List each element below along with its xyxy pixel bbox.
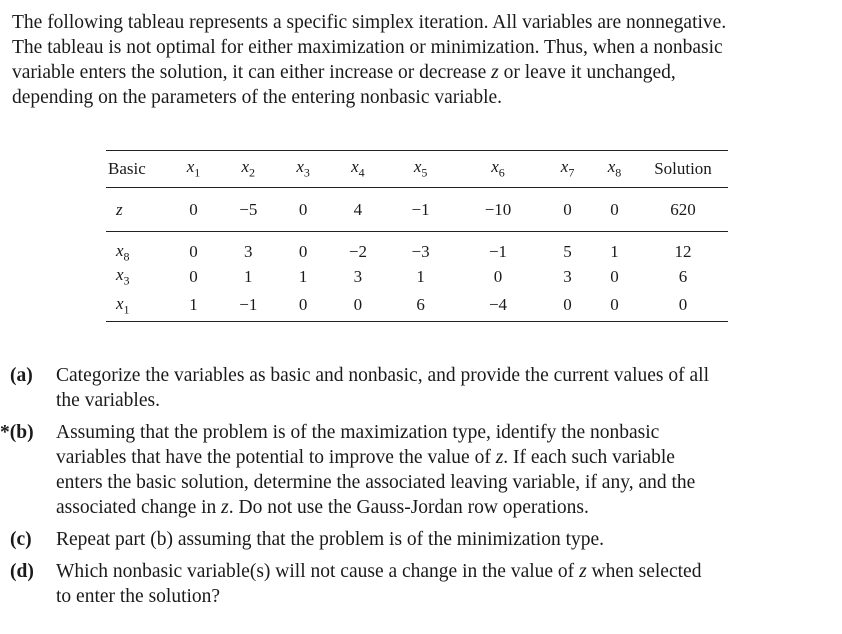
z-cell: 0 xyxy=(189,199,198,219)
table-cell: 0 xyxy=(610,267,619,286)
table-cell: −3 xyxy=(411,242,430,262)
z-row-basic: z xyxy=(116,199,123,219)
table-cell: 3 xyxy=(353,267,363,286)
table-cell: −2 xyxy=(348,242,367,262)
row-basic: $x_8$ xyxy=(116,240,130,263)
table-cell: 5 xyxy=(563,242,572,262)
part-c-label: (c) xyxy=(10,529,32,550)
intro-line-4: depending on the parameters of the entering nonbasic variable. xyxy=(12,87,503,108)
table-cell: 0 xyxy=(610,295,619,315)
part-d-label: (d) xyxy=(10,561,34,582)
table-cell: 0 xyxy=(298,295,308,315)
tableau-row-x8 xyxy=(106,232,728,265)
table-cell: 0 xyxy=(189,242,198,262)
z-cell: −5 xyxy=(239,199,258,219)
z-cell: 0 xyxy=(298,199,308,219)
header-x4: $x_4$ xyxy=(351,157,365,180)
tableau-row-x3 xyxy=(106,265,728,290)
table-cell: 3 xyxy=(563,267,572,286)
table-cell: −4 xyxy=(488,295,508,315)
header-solution: Solution xyxy=(654,159,712,178)
header-x2: $x_2$ xyxy=(241,157,256,180)
table-cell: 1 xyxy=(189,295,198,315)
table-cell: 1 xyxy=(416,267,425,286)
table-cell: 3 xyxy=(244,242,253,262)
z-cell: −10 xyxy=(484,199,512,219)
tableau-header-row xyxy=(106,151,728,188)
z-cell: 4 xyxy=(353,199,363,219)
table-cell: 6 xyxy=(416,295,425,315)
part-c: (c) Repeat part (b) assuming that the problem is of the minimization type. xyxy=(10,529,605,550)
row-basic: $x_1$ xyxy=(116,293,130,316)
problem-intro xyxy=(12,10,832,110)
table-cell: 0 xyxy=(189,267,198,286)
question-parts xyxy=(0,363,842,616)
z-cell: −1 xyxy=(411,199,430,219)
part-a: (a) Categorize the variables as basic and nonbasic, and provide the current values of all the variables. xyxy=(10,365,710,411)
row-solution: 0 xyxy=(678,295,688,315)
header-x6: $x_6$ xyxy=(491,157,505,180)
intro-line-1: The following tableau represents a specific simplex iteration. All variables are nonnegative. xyxy=(12,12,727,33)
header-x7: $x_7$ xyxy=(560,157,575,180)
header-x5: $x_5$ xyxy=(413,157,428,180)
simplex-tableau xyxy=(106,150,728,322)
table-cell: −1 xyxy=(488,242,508,262)
table-cell: −1 xyxy=(239,295,258,315)
row-basic: $x_3$ xyxy=(116,265,130,288)
part-d: (d) Which nonbasic variable(s) will not cause a change in the value of z when selected to enter the solution? xyxy=(10,561,702,607)
header-basic: Basic xyxy=(108,159,146,178)
header-x8: $x_8$ xyxy=(607,157,622,180)
intro-line-2: The tableau is not optimal for either maximization or minimization. Thus, when a nonbasic xyxy=(12,37,723,58)
table-cell: 0 xyxy=(353,295,363,315)
part-a-label: (a) xyxy=(10,365,33,386)
part-b: *(b) Assuming that the problem is of the maximization type, identify the nonbasic variables that have the potential to improve the value of z. If each such variable enters the basic solution, determine the associated leaving variable, if any, and the associated change in z. Do not use the Gauss-Jordan row operations. xyxy=(0,422,696,518)
intro-line-3: variable enters the solution, it can either increase or decrease z or leave it unchanged, xyxy=(12,62,676,83)
z-cell: 0 xyxy=(563,199,572,219)
z-row xyxy=(106,188,728,232)
z-solution: 620 xyxy=(670,199,696,219)
part-b-label: *(b) xyxy=(0,422,34,443)
table-cell: 0 xyxy=(493,267,503,286)
table-cell: 0 xyxy=(298,242,308,262)
table-cell: 1 xyxy=(298,267,308,286)
row-solution: 12 xyxy=(674,242,692,262)
table-cell: 1 xyxy=(610,242,619,262)
row-solution: 6 xyxy=(678,267,688,286)
z-cell: 0 xyxy=(610,199,619,219)
header-x3: $x_3$ xyxy=(296,157,310,180)
header-x1: $x_1$ xyxy=(186,157,201,180)
table-cell: 1 xyxy=(244,267,253,286)
tableau-row-x1 xyxy=(106,290,728,322)
table-cell: 0 xyxy=(563,295,572,315)
